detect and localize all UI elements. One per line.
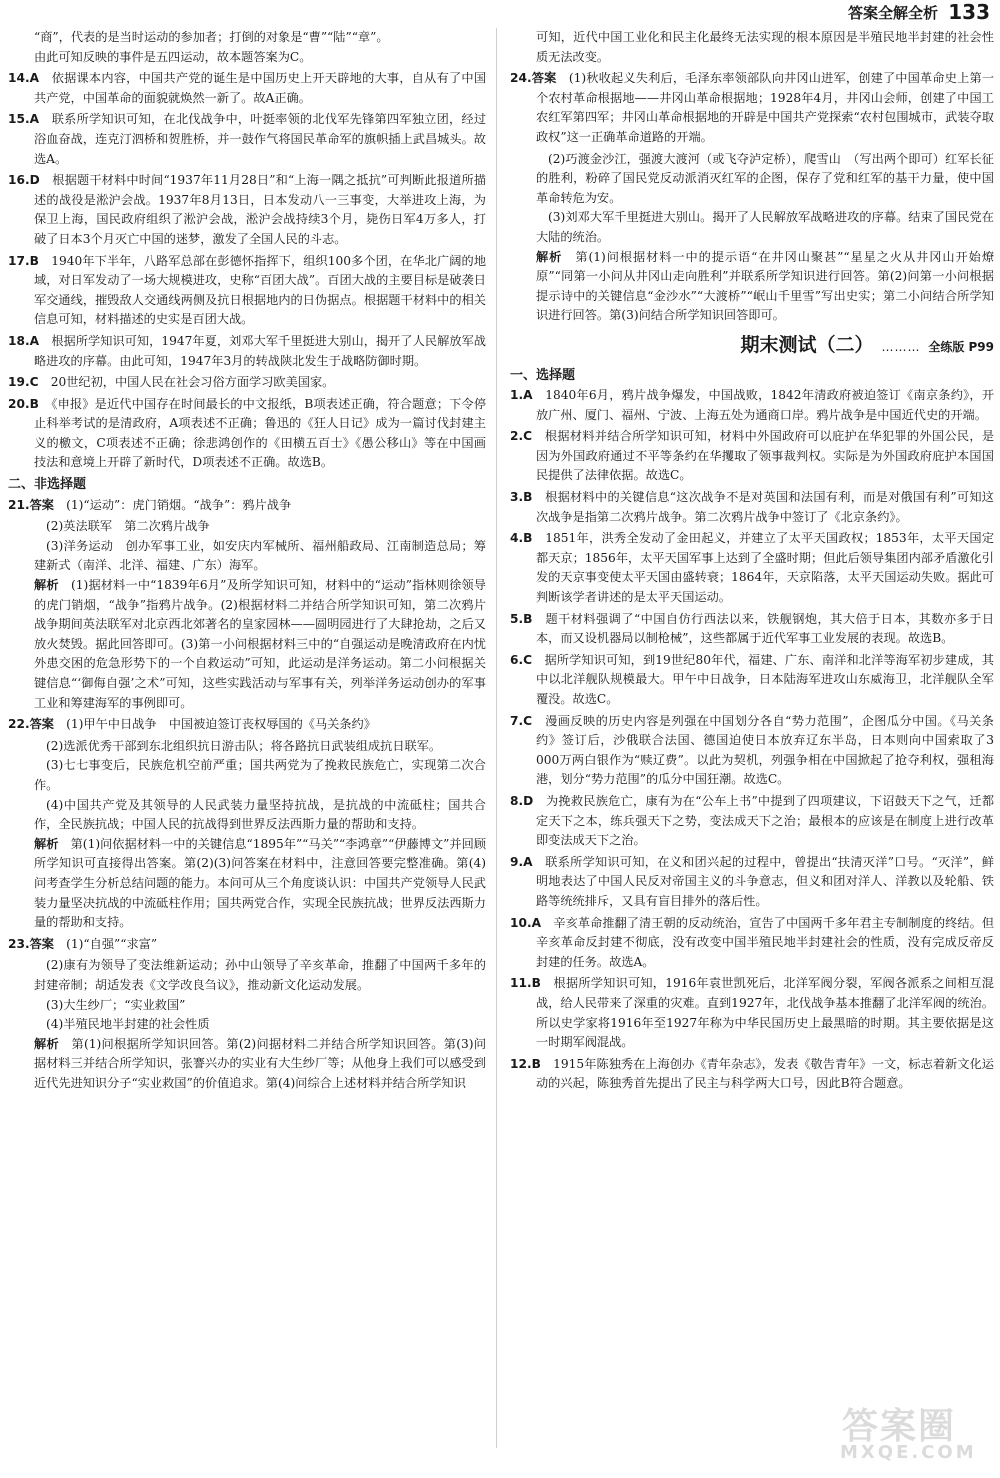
- section-heading-choice: 一、选择题: [510, 367, 576, 383]
- answer-item: [510, 386, 994, 425]
- answer-22-part2: (2)选派优秀干部到东北组织抗日游击队；将各路抗日武装组成抗日联军。: [46, 738, 442, 753]
- answer-number: 19.C: [8, 375, 39, 390]
- answer-23-part3: (3)大生纱厂；“实业救国”: [46, 997, 186, 1012]
- answer-item: [8, 395, 486, 473]
- answer-text: (1)“运动”：虎门销烟。“战争”：鸦片战争: [66, 497, 292, 512]
- answer-item: [510, 792, 994, 851]
- answer-text: (1)秋收起义失利后，毛泽东率领部队向井冈山进军，创建了中国革命史上第一个农村革命根据地——井冈山革命根据地；1928年4月，井冈山会师，创建了中国工农红军第四军；井冈山革命根据地的开辟是中国共产党探索“农村包围城市，武装夺取政权”这一正确革命道路的开端。: [536, 71, 995, 144]
- answer-number: 2.C: [510, 429, 533, 444]
- answer-23-part2: (2)康有为领导了变法维新运动；孙中山领导了辛亥革命，推翻了中国两千多年的封建帝制；胡适发表《文学改良刍议》，推动新文化运动发展。: [34, 958, 486, 992]
- answer-text: 根据材料中的关键信息“这次战争不是对英国和法国有利，而是对俄国有利”可知这次战争是指第二次鸦片战争。第二次鸦片战争中签订了《北京条约》。: [536, 490, 994, 524]
- answer-text: 根据所学知识可知，1947年夏，刘邓大军千里挺进大别山，揭开了人民解放军战略进攻的序幕。由此可知，1947年3月的转战陕北发生于战略防御时期。: [34, 333, 486, 368]
- exam-page-ref: 全练版 P99: [928, 339, 994, 354]
- exam-title-bar: [510, 333, 994, 358]
- answer-text: 根据所学知识可知，1916年袁世凯死后，北洋军阀分裂，军阀各派系之间相互混战，给人民带来了深重的灾难。直到1927年，北伐战争基本推翻了北洋军阀的统治。所以史学家将1916年至1927年称为中华民国历史上最黑暗的时期。其主要依据是这一时期军阀混战。: [536, 976, 994, 1050]
- answer-text: 漫画反映的历史内容是列强在中国划分各自“势力范围”，企图瓜分中国。《马关条约》签订后，沙俄联合法国、德国迫使日本放弃辽东半岛，日本则向中国索取了3 000万两白银作为“赎辽费”。以此为契机，列强争相在中国掀起了抢夺利权，强租海港，划分“势力范围”的瓜分中国狂潮。故选C。: [536, 713, 994, 787]
- column-divider: [496, 28, 497, 1448]
- answer-24-part2: (2)巧渡金沙江，强渡大渡河（或飞夺泸定桥），爬雪山 （写出两个即可）红军长征的胜利，粉碎了国民党反动派消灭红军的企图，保存了党和红军的基干力量，使中国革命转危为安。: [536, 151, 994, 205]
- answer-text: (1)甲午中日战争 中国被迫签订丧权辱国的《马关条约》: [66, 717, 376, 732]
- answer-text: 题干材料强调了“中国自仿行西法以来，铁舰钢炮，其大倍于日本，其数亦多于日本，而又设机器局以制枪械”，这些都属于近代军事工业发展的表现。故选B。: [536, 611, 995, 646]
- answer-number: 24.答案: [510, 71, 557, 86]
- answer-text: 辛亥革命推翻了清王朝的反动统治，宣告了中国两千多年君主专制制度的终结。但辛亥革命反封建不彻底，没有改变中国半殖民地半封建社会的性质，没有完成反帝反封建的任务。故选A。: [536, 915, 995, 969]
- answer-number: 1.A: [510, 388, 533, 403]
- exam-title: 期末测试（二）: [740, 333, 874, 356]
- page-number: 133: [948, 0, 990, 24]
- answer-item: [510, 610, 994, 649]
- answer-23-part4: (4)半殖民地半封建的社会性质: [46, 1017, 210, 1032]
- answer-number: 12.B: [510, 1056, 541, 1071]
- answer-item: [510, 1055, 994, 1094]
- intro-line-1: “商”，代表的是当时运动的参加者；打倒的对象是“曹”“陆”“章”。: [34, 30, 389, 44]
- answer-number: 10.A: [510, 915, 542, 930]
- answer-item: [8, 69, 486, 108]
- answer-24: [510, 69, 994, 147]
- answer-text: 1851年，洪秀全发动了金田起义，并建立了太平天国政权；1853年，太平天国定都天京；1856年，太平天国军事上达到了全盛时期；但此后领导集团内部矛盾激化引发的天京事变使太平天国由盛转衰；1864年，天京陷落，太平天国运动失败。据此可判断该学者讲述的是太平天国运动。: [536, 531, 995, 605]
- answer-number: 7.C: [510, 713, 533, 728]
- answer-22-part4: (4)中国共产党及其领导的人民武装力量坚持抗战，是抗战的中流砥柱；国共合作，全民族抗战；中国人民的抗战得到世界反法西斯力量的帮助和支持。: [34, 797, 486, 832]
- answer-item: [510, 853, 994, 912]
- answer-item: [510, 974, 994, 1052]
- answer-number: 16.D: [8, 173, 40, 188]
- answer-number: 17.B: [8, 253, 39, 268]
- analysis-24: [510, 248, 994, 326]
- analysis-text: 第(1)问根据材料一中的提示语“在井冈山聚甚”“星星之火从井冈山开始燎原”“同第一小问从井冈山走向胜利”并联系所学知识进行回答。第(2)问第一小问根据提示诗中的关键信息“金沙水”“大渡桥”“岷山千里雪”写出史实；第二小问结合所学知识进行回答。第(3)问结合所学知识回答即可。: [536, 249, 995, 323]
- answer-22-part3: (3)七七事变后，民族危机空前严重；国共两党为了挽救民族危亡，实现第二次合作。: [34, 758, 486, 792]
- answer-text: 联系所学知识可知，在北伐战争中，叶挺率领的北伐军先锋第四军独立团，经过浴血奋战，连克汀泗桥和贺胜桥，并一鼓作气将国民革命军的旗帜插上武昌城头。故选A。: [34, 112, 487, 166]
- answer-21-part2: (2)英法联军 第二次鸦片战争: [46, 519, 210, 534]
- continued-text: 可知，近代中国工业化和民主化最终无法实现的根本原因是半殖民地半封建的社会性质无法改变。: [536, 30, 994, 64]
- answer-number: 3.B: [510, 490, 533, 505]
- answer-number: 21.答案: [8, 497, 54, 512]
- answer-number: 11.B: [510, 976, 541, 991]
- analysis-label: 解析: [34, 578, 59, 593]
- answer-22: [8, 715, 486, 735]
- answer-item: [8, 252, 486, 330]
- answer-item: [8, 373, 486, 393]
- answer-number: 8.D: [510, 793, 534, 808]
- answer-text: 1840年6月，鸦片战争爆发，中国战败，1842年清政府被迫签订《南京条约》，开放广州、厦门、福州、宁波、上海五处为通商口岸。鸦片战争是中国近代史的开端。: [536, 388, 995, 422]
- answer-text: 《申报》是近代中国存在时间最长的中文报纸，B项表述正确，符合题意；下令停止科举考试的是清政府，A项表述不正确；鲁迅的《狂人日记》成为一篇讨伐封建主义的檄文，C项表述不正确；徐悲鸿创作的《田横五百士》《愚公移山》等在中国画技法和意境上开辟了新时代，D项表述不正确。故选B。: [34, 396, 487, 470]
- answer-text: 根据题干材料中时间“1937年11月28日”和“上海一隅之抵抗”可判断此报道所描述的战役是淞沪会战。1937年8月13日，日本发动八一三事变，大举进攻上海，为保卫上海，国民政府组织了淞沪会战，淞沪会战持续3个月，毙伤日军4万多人，打破了日本3个月灭亡中国的迷梦，激发了全国人民的斗志。: [34, 173, 486, 246]
- answer-item: [8, 332, 486, 371]
- answer-item: [510, 712, 994, 790]
- answer-number: 22.答案: [8, 717, 54, 732]
- page-header: [0, 0, 1000, 24]
- answer-text: 1915年陈独秀在上海创办《青年杂志》，发表《敬告青年》一文，标志着新文化运动的兴起，陈独秀首先提出了民主与科学两大口号，因此B符合题意。: [536, 1056, 994, 1091]
- answer-text: 根据材料并结合所学知识可知，材料中外国政府可以庇护在华犯罪的外国公民，是因为外国政府通过不平等条约在华攫取了领事裁判权。实际是为外国政府庇护本国国民提供了法律依据。故选C。: [536, 429, 995, 483]
- analysis-label: 解析: [34, 1036, 59, 1051]
- answer-number: 9.A: [510, 854, 533, 869]
- analysis-text: (1)据材料一中“1839年6月”及所学知识可知，材料中的“运动”指林则徐领导的虎门销烟，“战争”指鸦片战争。(2)根据材料二并结合所学知识可知，第二次鸦片战争期间英法联军对北京西北郊著名的皇家园林——圆明园进行了大肆抢劫，之后又放火焚毁。据此回答即可。(3)第一小问根据材料三中的“自强运动是晚清政府在内忧外患交困的危急形势下的一个自救运动”可知，此运动是洋务运动。第二小问根据关键信息“‘御侮自强’之术”可知，这些实践活动与军事有关，列举洋务运动创办的军事工业和筹建海军的事例即可。: [34, 578, 486, 710]
- watermark-url: MXQE.COM: [840, 1442, 977, 1463]
- analysis-text: 第(1)问根据所学知识回答。第(2)问据材料二并结合所学知识回答。第(3)问据材料三并结合所学知识，张謇兴办的实业有大生纱厂等；从他身上我们可以感受到近代先进知识分子“实业救国”的价值追求。第(4)问综合上述材料并结合所学知识: [34, 1036, 487, 1090]
- answer-24-part3: (3)刘邓大军千里挺进大别山。揭开了人民解放军战略进攻的序幕。结束了国民党在大陆的统治。: [536, 210, 994, 244]
- right-column: [510, 28, 994, 1096]
- analysis-23: [8, 1035, 486, 1094]
- answer-item: [8, 110, 486, 169]
- left-answer-list: [8, 69, 486, 473]
- watermark-text: 答案圈: [842, 1406, 957, 1447]
- answer-text: 20世纪初，中国人民在社会习俗方面学习欧美国家。: [50, 375, 335, 390]
- answer-text: 据所学知识可知，到19世纪80年代，福建、广东、南洋和北洋等海军初步建成，其中以北洋舰队规模最大。甲午中日战争，日本陆海军进攻山东威海卫，北洋舰队全军覆没。故选C。: [536, 652, 994, 706]
- analysis-label: 解析: [536, 249, 563, 264]
- answer-21: [8, 496, 486, 516]
- analysis-21: [8, 576, 486, 713]
- answer-21-part3: (3)洋务运动 创办军事工业，如安庆内军械所、福州船政局、江南制造总局；筹建新式（南洋、北洋、福建、广东）海军。: [34, 538, 486, 573]
- answer-23: [8, 935, 486, 955]
- answer-number: 14.A: [8, 71, 40, 86]
- answer-number: 6.C: [510, 652, 533, 667]
- exam-title-dots: ………: [881, 339, 921, 354]
- intro-line-2: 由此可知反映的事件是五四运动，故本题答案为C。: [34, 49, 312, 64]
- answer-text: 依据课本内容，中国共产党的诞生是中国历史上开天辟地的大事，自从有了中国共产党，中国革命的面貌就焕然一新了。故A正确。: [34, 71, 487, 105]
- answer-number: 15.A: [8, 112, 40, 127]
- answer-item: [510, 529, 994, 607]
- watermark-logo: [832, 1398, 982, 1468]
- answer-item: [510, 651, 994, 710]
- answer-text: 1940年下半年，八路军总部在彭德怀指挥下，组织100多个团，在华北广阔的地域，对日军发动了一场大规模进攻，史称“百团大战”。百团大战的主要目标是破袭日军交通线，摧毁敌人交通线两侧及抗日根据地内的日伪据点。根据题干材料中的相关信息可知，材料描述的史实是百团大战。: [34, 253, 487, 327]
- answer-item: [8, 171, 486, 249]
- answer-item: [510, 914, 994, 973]
- answer-number: 23.答案: [8, 936, 54, 951]
- answer-number: 4.B: [510, 531, 533, 546]
- analysis-22: [8, 835, 486, 933]
- analysis-text: 第(1)问依据材料一中的关键信息“1895年”“马关”“李鸿章”“伊藤博文”并回顾所学知识可直接得出答案。第(2)(3)问答案在材料中，注意回答要完整准确。第(4)问考查学生分析总结问题的能力。本问可从三个角度谈认识：中国共产党领导人民武装力量坚决抗战的中流砥柱作用；国共两党合作，实现全民族抗战；世界反法西斯力量的帮助和支持。: [34, 836, 487, 930]
- left-column: [8, 28, 486, 1093]
- answer-item: [510, 488, 994, 527]
- analysis-label: 解析: [34, 836, 59, 851]
- right-answer-list: [510, 386, 994, 1094]
- answer-text: (1)“自强”“求富”: [66, 936, 158, 951]
- answer-number: 20.B: [8, 396, 39, 411]
- answer-text: 联系所学知识可知，在义和团兴起的过程中，曾提出“扶清灭洋”口号。“灭洋”，鲜明地表达了中国人民反对帝国主义的斗争意志，但义和团对洋人、洋教以及轮船、铁路等统统排斥，又具有盲目排外的落后性。: [536, 854, 994, 908]
- header-title: 答案全解全析: [847, 4, 938, 22]
- answer-number: 18.A: [8, 333, 40, 348]
- answer-number: 5.B: [510, 611, 533, 626]
- answer-item: [510, 427, 994, 486]
- answer-text: 为挽救民族危亡，康有为在“公车上书”中提到了四项建议，下诏鼓天下之气，迁都定天下之本，练兵强天下之势，变法成天下之治；最根本的应该是在制度上进行改革即变法成天下之治。: [536, 793, 995, 848]
- section-heading-nonchoice: 二、非选择题: [8, 477, 87, 493]
